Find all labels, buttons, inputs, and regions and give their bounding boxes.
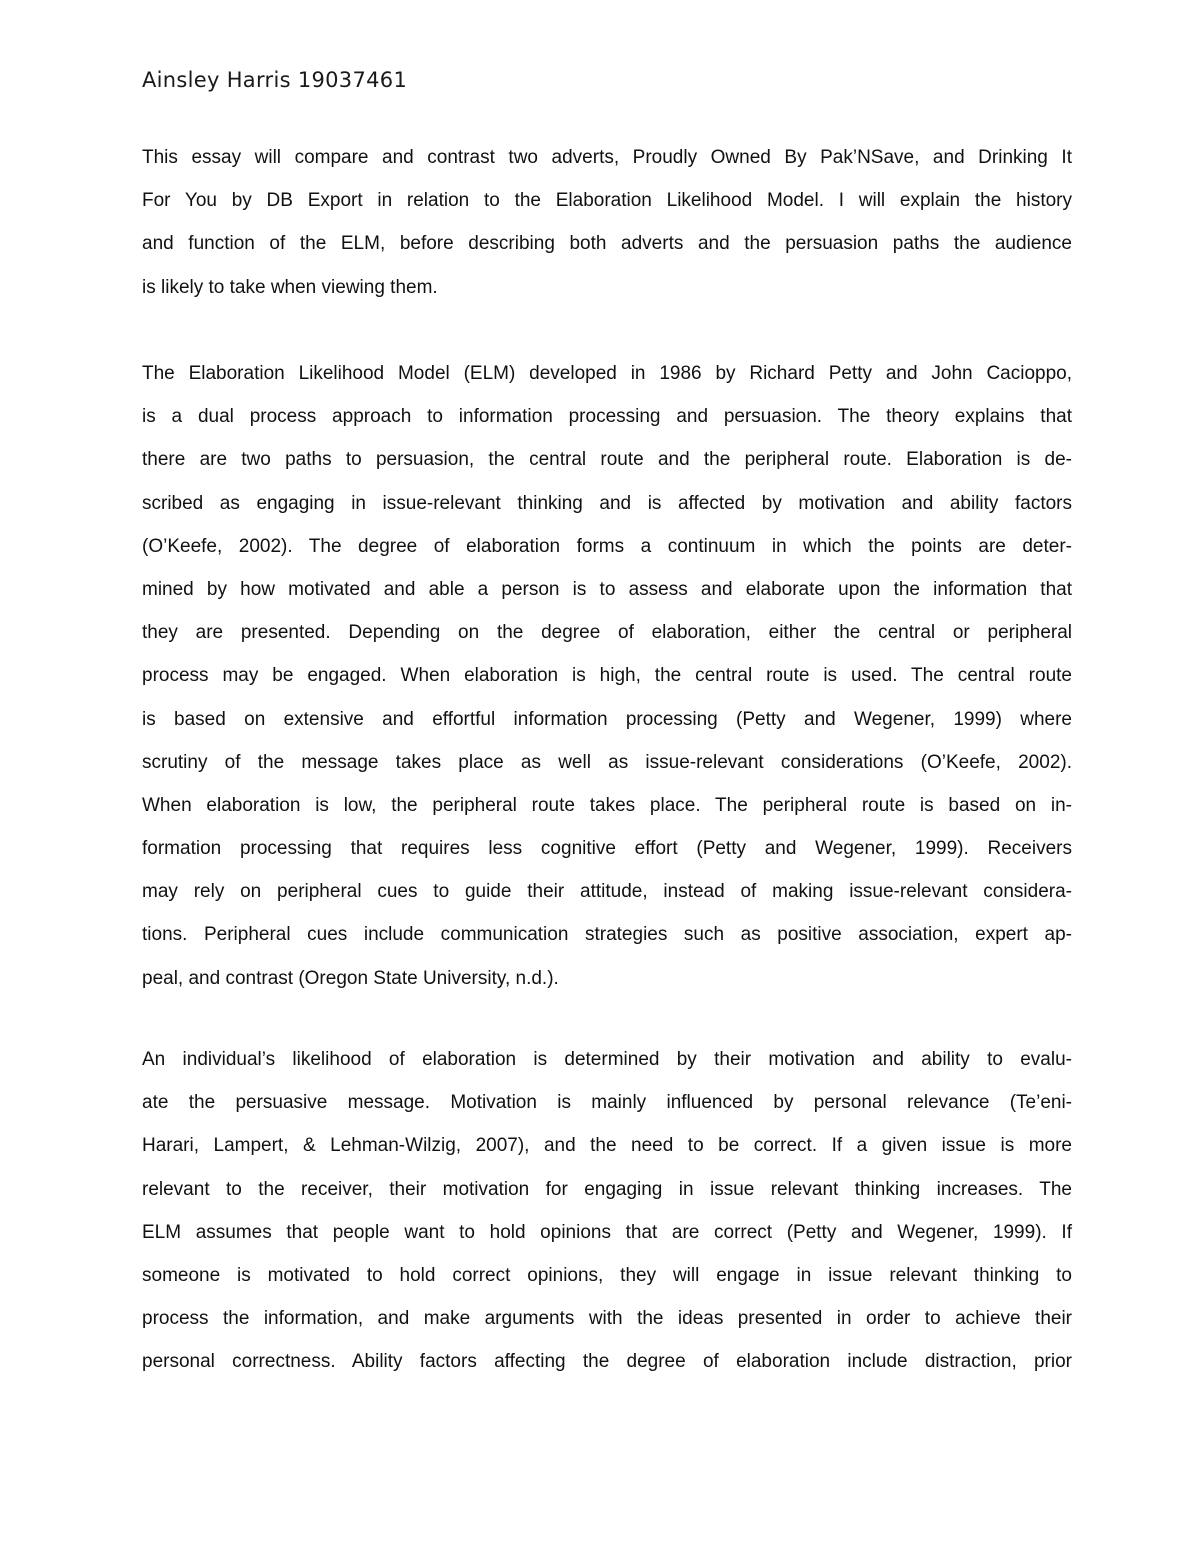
text-line: is a dual process approach to information processing and persuasion. The theory explains that — [142, 406, 1072, 428]
text-line: tions. Peripheral cues include communication strategies such as positive association, expert ap- — [142, 924, 1072, 946]
text-line: relevant to the receiver, their motivation for engaging in issue relevant thinking increases. The — [142, 1178, 1072, 1200]
text-line: there are two paths to persuasion, the central route and the peripheral route. Elaboration is de- — [142, 449, 1072, 471]
paragraph-elm-overview — [142, 352, 1072, 1000]
text-line: process the information, and make arguments with the ideas presented in order to achieve their — [142, 1308, 1072, 1330]
text-line: (O’Keefe, 2002). The degree of elaboration forms a continuum in which the points are deter- — [142, 535, 1072, 557]
text-line: peal, and contrast (Oregon State University, n.d.). — [142, 967, 559, 989]
author-header: Ainsley Harris 19037461 — [142, 68, 408, 92]
text-line: scrutiny of the message takes place as well as issue-relevant considerations (O’Keefe, 2002). — [142, 751, 1072, 773]
text-line: The Elaboration Likelihood Model (ELM) developed in 1986 by Richard Petty and John Cacioppo, — [142, 363, 1072, 384]
text-line: someone is motivated to hold correct opinions, they will engage in issue relevant thinking to — [142, 1264, 1072, 1286]
text-line: is based on extensive and effortful information processing (Petty and Wegener, 1999) where — [142, 708, 1072, 730]
text-line: may rely on peripheral cues to guide their attitude, instead of making issue-relevant considera- — [142, 881, 1072, 903]
text-line: When elaboration is low, the peripheral route takes place. The peripheral route is based on in- — [142, 794, 1072, 816]
text-line: formation processing that requires less cognitive effort (Petty and Wegener, 1999). Receivers — [142, 838, 1072, 860]
text-line: is likely to take when viewing them. — [142, 276, 438, 298]
text-line: they are presented. Depending on the degree of elaboration, either the central or peripheral — [142, 622, 1072, 644]
paragraph-motivation-ability — [142, 1038, 1072, 1384]
text-line: personal correctness. Ability factors affecting the degree of elaboration include distraction, prior — [142, 1351, 1072, 1373]
text-line: ELM assumes that people want to hold opinions that are correct (Petty and Wegener, 1999). If — [142, 1221, 1072, 1243]
text-line: process may be engaged. When elaboration is high, the central route is used. The central route — [142, 665, 1072, 687]
paragraph-introduction — [142, 136, 1072, 309]
text-line: mined by how motivated and able a person is to assess and elaborate upon the information that — [142, 578, 1072, 600]
text-line: An individual’s likelihood of elaboration is determined by their motivation and ability to evalu- — [142, 1049, 1072, 1070]
text-line: This essay will compare and contrast two adverts, Proudly Owned By Pak’NSave, and Drinking It — [142, 147, 1072, 168]
text-line: and function of the ELM, before describing both adverts and the persuasion paths the audience — [142, 233, 1072, 255]
text-line: Harari, Lampert, & Lehman-Wilzig, 2007), and the need to be correct. If a given issue is more — [142, 1135, 1072, 1157]
text-line: ate the persuasive message. Motivation is mainly influenced by personal relevance (Te’eni- — [142, 1092, 1072, 1114]
text-line: For You by DB Export in relation to the Elaboration Likelihood Model. I will explain the history — [142, 190, 1072, 212]
text-line: scribed as engaging in issue-relevant thinking and is affected by motivation and ability factors — [142, 492, 1072, 514]
